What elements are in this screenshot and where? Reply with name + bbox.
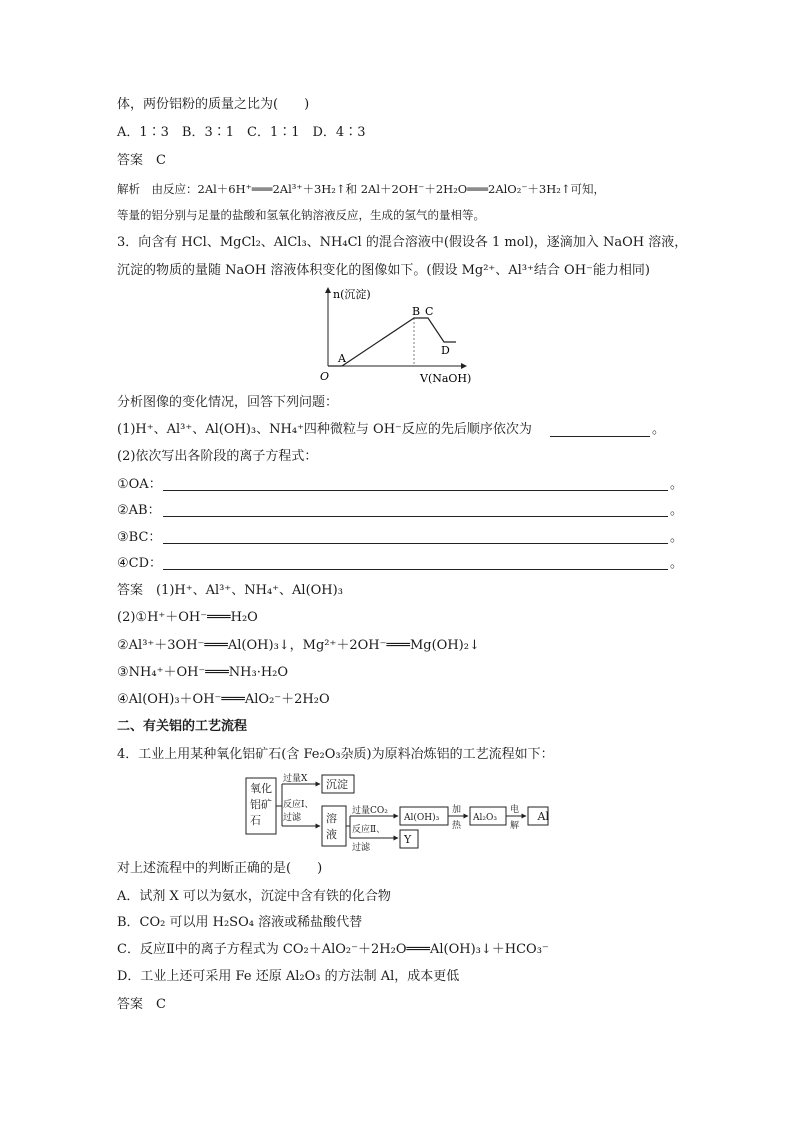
aloh3-label: Al(OH)₃: [404, 813, 440, 823]
q3-answer-line-2: (2)①H⁺＋OH⁻═══H₂O: [117, 610, 258, 625]
answer-blank-cd[interactable]: [163, 569, 668, 570]
ore-label-1: 氧化: [250, 782, 272, 795]
period-cd: 。: [670, 556, 684, 571]
q4-option-d: D．工业上还可采用 Fe 还原 Al₂O₃ 的方法制 Al，成本更低: [117, 969, 460, 984]
graph-point-a: A: [338, 352, 346, 365]
ore-label-2: 铝矿: [250, 798, 272, 811]
q4-prompt: 对上述流程中的判断正确的是( ): [117, 861, 323, 876]
heat-label-1: 加: [452, 805, 462, 815]
al2o3-label: Al₂O₃: [473, 813, 497, 823]
q3-stem-line-2: 沉淀的物质的量随 NaOH 溶液体积变化的图像如下。(假设 Mg²⁺、Al³⁺结合 OH⁻能力相同): [117, 263, 650, 278]
blank-label-bc: ③BC：: [117, 530, 162, 545]
al-label: Al: [537, 810, 549, 823]
q2-analysis-line-2: 等量的铝分别与足量的盐酸和氢氧化钠溶液反应，生成的氢气的量相等。: [117, 208, 485, 222]
q2-analysis-line-1: 解析 由反应：2Al＋6H⁺═══2Al³⁺＋3H₂↑和 2Al＋2OH⁻＋2H₂O═══2AlO₂⁻＋3H₂↑可知，: [117, 182, 606, 196]
period-1: 。: [652, 422, 666, 437]
answer-blank-ab[interactable]: [163, 516, 668, 517]
graph-curve: [328, 318, 456, 366]
q2-answer: 答案 C: [117, 153, 166, 168]
period-oa: 。: [670, 477, 684, 492]
q3-prompt: 分析图像的变化情况，回答下列问题：: [117, 395, 339, 410]
step1-reagent: 过量X: [283, 774, 308, 784]
q3-answer-line-1: 答案 (1)H⁺、Al³⁺、NH₄⁺、Al(OH)₃: [117, 583, 343, 598]
q3-sub-question-2: (2)依次写出各阶段的离子方程式：: [117, 449, 318, 464]
heat-label-2: 热: [452, 821, 462, 831]
graph-point-c: C: [425, 305, 434, 318]
graph-point-b: B: [412, 305, 421, 318]
step2-filter: 过滤: [352, 843, 371, 853]
q4-option-b: B．CO₂ 可以用 H₂SO₄ 溶液或稀盐酸代替: [117, 915, 363, 930]
q4-option-a: A．试剂 X 可以为氨水，沉淀中含有铁的化合物: [117, 889, 391, 904]
period-bc: 。: [670, 530, 684, 545]
q3-stem-line-1: 3．向含有 HCl、MgCl₂、AlCl₃、NH₄Cl 的混合溶液中(假设各 1 mol)，逐滴加入 NaOH 溶液，: [117, 235, 688, 250]
answer-blank-1[interactable]: [550, 436, 650, 437]
step1-filter: 过滤: [283, 813, 302, 823]
precipitate-label: 沉淀: [326, 778, 348, 791]
q2-options: A．1∶3 B．3∶1 C．1∶1 D．4∶3: [117, 125, 366, 140]
q4-stem: 4．工业上用某种氧化铝矿石(含 Fe₂O₃杂质)为原料冶炼铝的工艺流程如下：: [117, 747, 554, 762]
q3-sub-question-1: (1)H⁺、Al³⁺、Al(OH)₃、NH₄⁺四种微粒与 OH⁻反应的先后顺序依次为: [117, 422, 532, 437]
electrolysis-label-1: 电: [510, 805, 520, 815]
precipitate-graph: [316, 282, 478, 388]
blank-label-oa: ①OA：: [117, 477, 162, 492]
answer-blank-oa[interactable]: [163, 490, 668, 491]
answer-blank-bc[interactable]: [163, 543, 668, 544]
section-title: 二、有关铝的工艺流程: [117, 719, 248, 734]
blank-label-cd: ④CD：: [117, 556, 163, 571]
graph-y-label: n(沉淀): [333, 288, 371, 301]
graph-point-d: D: [441, 344, 450, 357]
electrolysis-label-2: 解: [510, 821, 520, 831]
q4-answer: 答案 C: [117, 997, 166, 1012]
q3-answer-line-5: ④Al(OH)₃＋OH⁻═══AlO₂⁻＋2H₂O: [117, 692, 330, 707]
q3-answer-line-3: ②Al³⁺＋3OH⁻═══Al(OH)₃↓，Mg²⁺＋2OH⁻═══Mg(OH)₂↓: [117, 638, 480, 653]
solution-label-1: 溶: [326, 812, 337, 825]
period-ab: 。: [670, 503, 684, 518]
y-label: Y: [404, 833, 412, 846]
process-flow-diagram: [244, 770, 554, 854]
ore-label-3: 石: [250, 814, 261, 827]
blank-label-ab: ②AB：: [117, 503, 161, 518]
graph-x-label: V(NaOH): [420, 372, 472, 385]
solution-label-2: 液: [326, 828, 337, 841]
q4-option-c: C．反应Ⅱ中的离子方程式为 CO₂＋AlO₂⁻＋2H₂O═══Al(OH)₃↓＋HCO₃⁻: [117, 942, 549, 957]
step1-reaction: 反应Ⅰ、: [283, 800, 314, 810]
graph-origin-label: O: [320, 370, 330, 383]
step2-reaction: 反应Ⅱ、: [352, 825, 386, 835]
step2-reagent: 过量CO₂: [352, 806, 388, 816]
q3-answer-line-4: ③NH₄⁺＋OH⁻═══NH₃·H₂O: [117, 665, 289, 680]
q2-stem-tail: 体，两份铝粉的质量之比为( ): [117, 97, 310, 112]
